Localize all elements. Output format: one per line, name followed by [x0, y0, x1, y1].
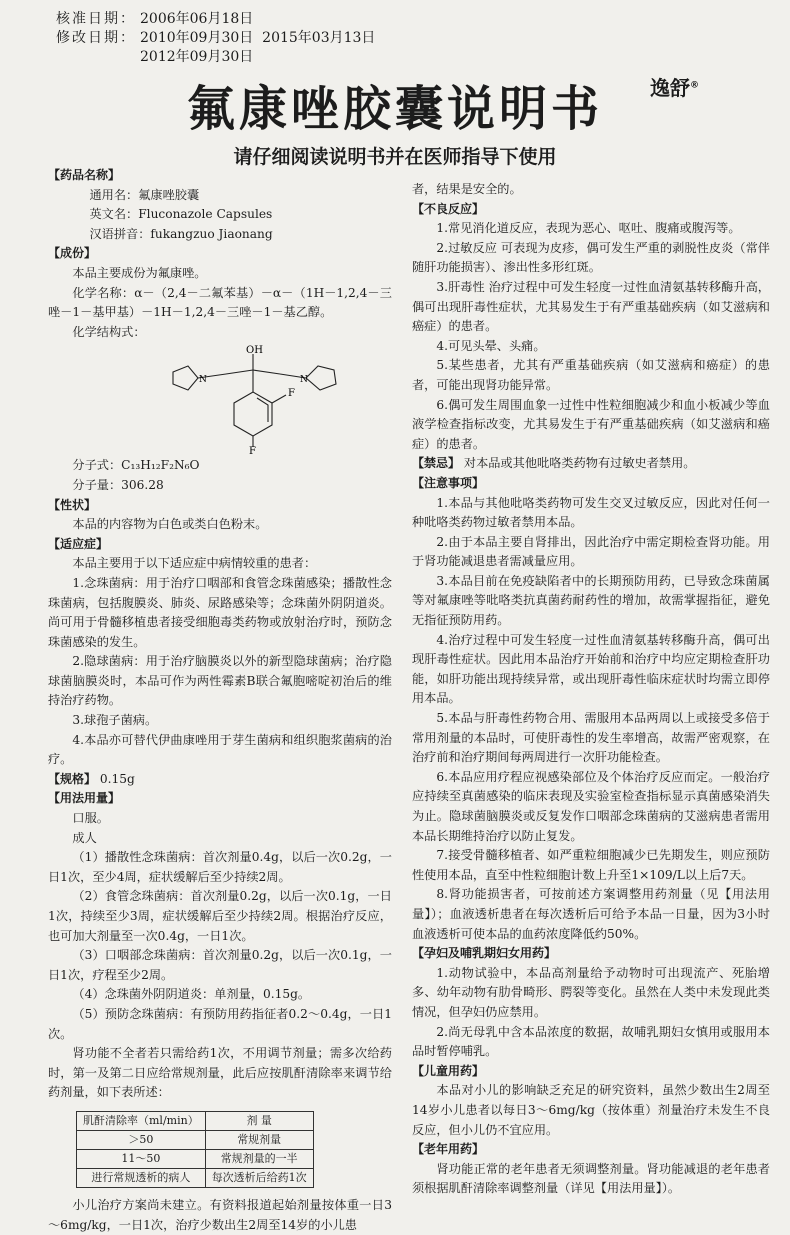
usage-renal: 肾功能不全者若只需给药1次，不用调节剂量；需多次给药时，第一及第二日应给常规剂量，此后应按肌酐清除率来调节给药剂量，如下表所述：	[48, 1046, 392, 1100]
child-dosage: 小儿治疗方案尚未建立。有资料报道起始剂量按体重一日3～6mg/kg，一日1次，治疗少数出生2周至14岁的小儿患	[48, 1197, 392, 1232]
indication-item: 2.隐球菌病：用于治疗脑膜炎以外的新型隐球菌病；治疗隐球菌脑膜炎时，本品可作为两性霉素B联合氟胞嘧啶初治后的维持治疗药物。	[48, 654, 392, 708]
adverse-item: 5.某些患者，尤其有严重基础疾病（如艾滋病和癌症）的患者，可能出现肾功能异常。	[412, 358, 770, 392]
caution-item: 2.由于本品主要自肾排出，因此治疗中需定期检查肾功能。用于肾功能减退患者需减量应用。	[412, 534, 770, 569]
struct-n-right: N	[300, 375, 308, 386]
indication-item: 4.本品亦可替代伊曲康唑用于芽生菌病和组织胞浆菌病的治疗。	[48, 732, 392, 767]
registered-mark: ®	[690, 80, 699, 91]
section-head-indication: 【适应症】	[48, 536, 109, 551]
section-head-composition: 【成份】	[48, 246, 97, 261]
caution-item: 7.接受骨髓移植者、如严重粒细胞减少已先期发生，则应预防性使用本品，直至中性粒细胞计数上升至1×109/L以上后7天。	[412, 848, 770, 882]
left-column	[48, 166, 392, 1235]
molecular-weight: 分子量：306.28	[72, 477, 164, 492]
character-text: 本品的内容物为白色或类白色粉末。	[72, 517, 268, 532]
elderly-text: 肾功能正常的老年患者无须调整剂量。肾功能减退的老年患者须根据肌酐清除率调整剂量（详见【用法用量】）。	[412, 1161, 770, 1196]
adverse-item: 6.偶可发生周围血象一过性中性粒细胞减少和血小板减少等血液学检查指标改变，尤其易发生于有严重基础疾病（如艾滋病和癌症）的患者。	[412, 397, 770, 451]
table-row	[77, 1168, 314, 1187]
section-head-usage: 【用法用量】	[48, 791, 121, 806]
caution-item: 6.本品应用疗程应视感染部位及个体治疗反应而定。一般治疗应持续至真菌感染的临床表现及实验室检查指标显示真菌感染消失为止。隐球菌脑膜炎或反复发作口咽部念珠菌病的艾滋病患者需用本品长期维持治疗以防止复发。	[412, 769, 770, 843]
right-column	[412, 180, 770, 1199]
contra-text: 对本品或其他吡咯类药物有过敏史者禁用。	[463, 456, 696, 471]
adverse-item: 2.过敏反应 可表现为皮疹，偶可发生严重的剥脱性皮炎（常伴随肝功能损害）、渗出性多形红斑。	[412, 240, 770, 275]
benzene-ring	[234, 392, 272, 436]
approval-date-label: 核准日期：	[56, 11, 136, 27]
struct-oh: OH	[246, 345, 263, 357]
revision-date-row	[56, 29, 375, 48]
section-head-children: 【儿童用药】	[412, 1063, 485, 1078]
struct-f-para: F	[249, 446, 256, 455]
section-head-pregnancy: 【孕妇及哺乳期妇女用药】	[412, 946, 557, 961]
indication-intro: 本品主要用于以下适应症中病情较重的患者：	[72, 556, 317, 571]
usage-item: （5）预防念珠菌病：有预防用药指征者0.2～0.4g，一日1次。	[48, 1006, 392, 1041]
table-cell: 11～50	[77, 1149, 206, 1168]
usage-item: （1）播散性念珠菌病：首次剂量0.4g，以后一次0.2g，一日1次，至少4周，症状缓解后至少持续2周。	[48, 850, 392, 884]
pregnancy-item: 1.动物试验中，本品高剂量给予动物时可出现流产、死胎增多、幼年动物有肋骨畸形、腭裂等变化。虽然在人类中未发现此类情况，但孕妇仍应禁用。	[412, 965, 770, 1019]
indication-item: 1.念珠菌病：用于治疗口咽部和食管念珠菌感染；播散性念珠菌病，包括腹膜炎、肺炎、尿路感染等；念珠菌外阴阴道炎。尚可用于骨髓移植患者接受细胞毒类药物或放射治疗时，预防念珠菌感染的发生。	[48, 575, 392, 649]
children-text: 本品对小儿的影响缺乏充足的研究资料，虽然少数出生2周至14岁小儿患者以每日3～6mg/kg（按体重）剂量治疗未发生不良反应，但小儿仍不宜应用。	[412, 1083, 770, 1137]
indication-item: 3.球孢子菌病。	[72, 713, 158, 728]
renal-dose-table	[76, 1111, 314, 1188]
table-cell: 常规剂量的一半	[205, 1149, 313, 1168]
revision-date-1: 2010年09月30日	[140, 30, 254, 46]
approval-date-value: 2006年06月18日	[140, 11, 254, 27]
adverse-item: 3.肝毒性 治疗过程中可发生轻度一过性血清氨基转移酶升高，偶可出现肝毒性症状，尤其易发生于有严重基础疾病（如艾滋病和癌症）的患者。	[412, 279, 770, 334]
section-head-character: 【性状】	[48, 497, 97, 512]
structure-label: 化学结构式：	[72, 324, 146, 339]
revision-date-3: 2012年09月30日	[140, 49, 254, 65]
triazole-ring-left	[173, 366, 198, 390]
revision-date-row-2	[56, 48, 375, 67]
table-cell: 每次透析后给药1次	[205, 1168, 313, 1187]
table-row	[77, 1130, 314, 1149]
spec-row	[48, 770, 392, 790]
adverse-item: 1.常见消化道反应，表现为恶心、呕吐、腹痛或腹泻等。	[436, 221, 741, 236]
chemical-name: 化学名称：α－（2,4－二氟苯基）－α－（1H－1,2,4－三唑－1－基甲基）－1H－1,2,4－三唑－1－基乙醇。	[48, 285, 392, 320]
page-subtitle: 请仔细阅读说明书并在医师指导下使用	[233, 146, 557, 168]
section-head-name: 【药品名称】	[48, 168, 121, 182]
table-cell: 常规剂量	[205, 1130, 313, 1149]
section-head-caution: 【注意事项】	[412, 475, 485, 490]
english-name: 英文名：Fluconazole Capsules	[89, 207, 273, 222]
section-head-adverse: 【不良反应】	[412, 201, 485, 216]
caution-item: 5.本品与肝毒性药物合用、需服用本品两周以上或接受多倍于常用剂量的本品时，可使肝毒性的发生率增高，故需严密观察，在治疗前和治疗期间每两周进行一次肝功能检查。	[412, 711, 770, 765]
molecular-formula: 分子式：C₁₃H₁₂F₂N₆O	[72, 458, 200, 473]
caution-item: 3.本品目前在免疫缺陷者中的长期预防用药，已导致念珠菌属等对氟康唑等吡咯类抗真菌药耐药性的增加，故需掌握指征，避免无指征预防用药。	[412, 573, 770, 628]
usage-item: （4）念珠菌外阴阴道炎：单剂量，0.15g。	[72, 987, 311, 1002]
pregnancy-item: 2.尚无母乳中含本品浓度的数据，故哺乳期妇女慎用或服用本品时暂停哺乳。	[412, 1024, 770, 1059]
pinyin-name: 汉语拼音：fukangzuo Jiaonang	[89, 226, 273, 241]
revision-date-2: 2015年03月13日	[262, 30, 376, 46]
composition-text: 本品主要成份为氟康唑。	[72, 265, 207, 280]
page-title: 氟康唑胶囊说明书	[186, 81, 603, 137]
revision-date-label: 修改日期：	[56, 30, 136, 46]
usage-item: （3）口咽部念珠菌病：首次剂量0.2g，以后一次0.1g，一日1次，疗程至少2周。	[48, 948, 392, 982]
adverse-item: 4.可见头晕、头痛。	[436, 338, 546, 353]
table-header-clearance: 肌酐清除率（ml/min）	[77, 1111, 206, 1130]
table-header-dose: 剂 量	[205, 1111, 313, 1130]
caution-item: 8.肾功能损害者，可按前述方案调整用药剂量（见【用法用量】）；血液透析患者在每次透析后可给予本品一日量，因为3小时血液透析可使本品的血药浓度降低约50%。	[412, 887, 770, 941]
table-row	[77, 1111, 314, 1130]
common-name: 通用名：氟康唑胶囊	[89, 187, 200, 202]
usage-adult: 成人	[72, 830, 97, 845]
spec-value: 0.15g	[99, 771, 135, 786]
chemical-structure-diagram	[48, 344, 392, 454]
section-head-spec: 【规格】	[48, 771, 97, 786]
table-row	[77, 1149, 314, 1168]
table-cell: 进行常规透析的病人	[77, 1168, 206, 1187]
brand-name: 逸舒	[650, 76, 690, 100]
section-head-contra: 【禁忌】	[412, 456, 461, 471]
usage-item: （2）食管念珠菌病：首次剂量0.2g，以后一次0.1g，一日1次，持续至少3周，症状缓解后至少持续2周。根据治疗反应，也可加大剂量至一次0.4g，一日1次。	[48, 889, 392, 943]
triazole-ring-right	[306, 366, 336, 390]
child-dosage-cont: 者，结果是安全的。	[412, 182, 522, 196]
revision-dates	[56, 10, 375, 67]
struct-f-ortho: F	[288, 388, 295, 400]
caution-item: 4.治疗过程中可发生轻度一过性血清氨基转移酶升高，偶可出现肝毒性症状。因此用本品治疗开始前和治疗中均应定期检查肝功能，如肝功能出现持续异常，或出现肝毒性临床症状时均需立即停用本品。	[412, 632, 770, 706]
section-head-elderly: 【老年用药】	[412, 1142, 485, 1157]
caution-item: 1.本品与其他吡咯类药物可发生交叉过敏反应，因此对任何一种吡咯类药物过敏者禁用本品。	[412, 495, 770, 530]
structure-svg	[48, 344, 392, 454]
usage-route: 口服。	[72, 811, 109, 826]
table-cell: ＞50	[77, 1130, 206, 1149]
approval-date-row	[56, 10, 375, 29]
struct-n-left: N	[199, 375, 207, 386]
contra-row	[412, 454, 770, 474]
